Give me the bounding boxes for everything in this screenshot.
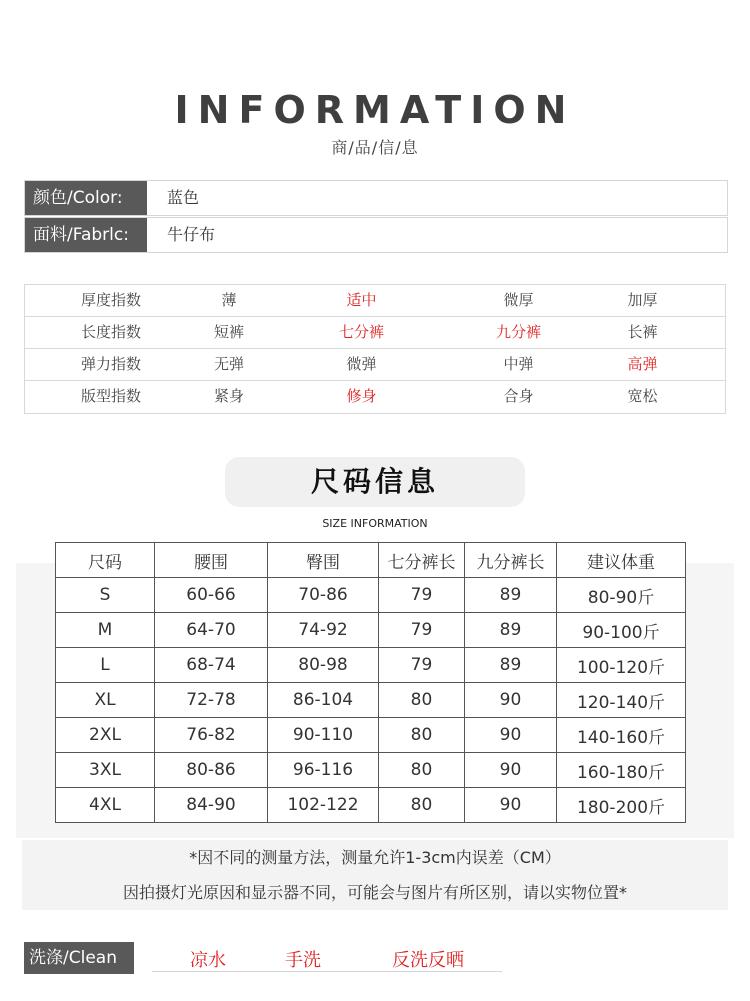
cell-cropped-length: 79 <box>379 648 465 683</box>
size-table <box>55 542 686 823</box>
header-cropped-length: 七分裤长 <box>379 543 465 578</box>
table-row <box>56 578 686 613</box>
cell-cropped-length: 79 <box>379 578 465 613</box>
cell-size: M <box>56 613 155 648</box>
cell-size: 4XL <box>56 788 155 823</box>
attribute-label: 颜色/Color: <box>25 181 147 215</box>
cell-hip: 74-92 <box>268 613 379 648</box>
header-weight: 建议体重 <box>557 543 686 578</box>
cell-weight: 120-140斤 <box>557 683 686 718</box>
table-row <box>56 753 686 788</box>
index-option: 宽松 <box>627 387 658 405</box>
cell-weight: 90-100斤 <box>557 613 686 648</box>
cell-waist: 84-90 <box>155 788 268 823</box>
cell-hip: 86-104 <box>268 683 379 718</box>
cell-weight: 80-90斤 <box>557 578 686 613</box>
header-size: 尺码 <box>56 543 155 578</box>
index-row-length <box>25 317 725 349</box>
table-row <box>56 683 686 718</box>
cell-ankle-length: 89 <box>465 648 557 683</box>
index-option-highlighted: 适中 <box>346 291 377 309</box>
header-ankle-length: 九分裤长 <box>465 543 557 578</box>
size-section-title: 尺码信息 <box>225 457 525 507</box>
attribute-value: 蓝色 <box>167 188 200 207</box>
index-option: 加厚 <box>627 291 658 309</box>
page-title: INFORMATION <box>174 88 576 132</box>
clean-label: 洗涤/Clean <box>24 942 134 974</box>
cell-waist: 64-70 <box>155 613 268 648</box>
color-disclaimer: 因拍摄灯光原因和显示器不同，可能会与图片有所区别，请以实物位置* <box>122 883 627 902</box>
cell-size: 3XL <box>56 753 155 788</box>
size-section-subtitle: SIZE INFORMATION <box>322 517 428 530</box>
cell-waist: 76-82 <box>155 718 268 753</box>
index-option: 长裤 <box>627 323 658 341</box>
cell-cropped-length: 80 <box>379 788 465 823</box>
table-row <box>56 718 686 753</box>
index-option-highlighted: 七分裤 <box>338 323 384 341</box>
index-option-highlighted: 九分裤 <box>495 323 541 341</box>
cell-size: XL <box>56 683 155 718</box>
cell-cropped-length: 79 <box>379 613 465 648</box>
cell-waist: 80-86 <box>155 753 268 788</box>
cell-weight: 140-160斤 <box>557 718 686 753</box>
index-label: 弹力指数 <box>80 355 141 373</box>
index-option-highlighted: 修身 <box>346 387 377 405</box>
cell-hip: 70-86 <box>268 578 379 613</box>
attribute-value: 牛仔布 <box>167 225 216 244</box>
index-option: 薄 <box>221 291 237 309</box>
header-waist: 腰围 <box>155 543 268 578</box>
clean-item: 反洗反晒 <box>392 950 464 971</box>
cell-waist: 68-74 <box>155 648 268 683</box>
cell-weight: 100-120斤 <box>557 648 686 683</box>
index-option: 微弹 <box>346 355 377 373</box>
clean-item: 凉水 <box>190 950 226 971</box>
attribute-row-color <box>24 180 728 216</box>
index-table <box>24 284 726 414</box>
index-option-highlighted: 高弹 <box>627 355 658 373</box>
table-row <box>56 648 686 683</box>
index-option: 紧身 <box>213 387 244 405</box>
attribute-label: 面料/Fabrlc: <box>25 218 147 252</box>
cell-cropped-length: 80 <box>379 753 465 788</box>
index-row-elasticity <box>25 349 725 381</box>
header-hip: 臀围 <box>268 543 379 578</box>
cell-hip: 96-116 <box>268 753 379 788</box>
cell-waist: 60-66 <box>155 578 268 613</box>
cell-waist: 72-78 <box>155 683 268 718</box>
cell-ankle-length: 90 <box>465 683 557 718</box>
index-label: 版型指数 <box>80 387 141 405</box>
cell-ankle-length: 90 <box>465 718 557 753</box>
index-option: 微厚 <box>503 291 534 309</box>
clean-item: 手洗 <box>285 950 321 971</box>
cell-hip: 102-122 <box>268 788 379 823</box>
index-label: 长度指数 <box>80 323 141 341</box>
cell-cropped-length: 80 <box>379 683 465 718</box>
attribute-row-fabric <box>24 217 728 253</box>
index-row-fit <box>25 381 725 413</box>
cell-cropped-length: 80 <box>379 718 465 753</box>
index-row-thickness <box>25 285 725 317</box>
index-label: 厚度指数 <box>80 291 141 309</box>
cell-ankle-length: 89 <box>465 613 557 648</box>
table-row <box>56 613 686 648</box>
index-option: 合身 <box>503 387 534 405</box>
cell-weight: 180-200斤 <box>557 788 686 823</box>
size-table-header-row <box>56 543 686 578</box>
index-option: 无弹 <box>213 355 244 373</box>
cell-hip: 90-110 <box>268 718 379 753</box>
cell-weight: 160-180斤 <box>557 753 686 788</box>
index-option: 短裤 <box>213 323 244 341</box>
index-option: 中弹 <box>503 355 534 373</box>
page-subtitle: 商/品/信/息 <box>331 138 419 157</box>
cell-size: L <box>56 648 155 683</box>
cell-size: S <box>56 578 155 613</box>
table-row <box>56 788 686 823</box>
cell-ankle-length: 90 <box>465 753 557 788</box>
cell-ankle-length: 89 <box>465 578 557 613</box>
measurement-note: *因不同的测量方法，测量允许1-3cm内误差（CM） <box>189 848 561 867</box>
cell-ankle-length: 90 <box>465 788 557 823</box>
cell-hip: 80-98 <box>268 648 379 683</box>
cell-size: 2XL <box>56 718 155 753</box>
